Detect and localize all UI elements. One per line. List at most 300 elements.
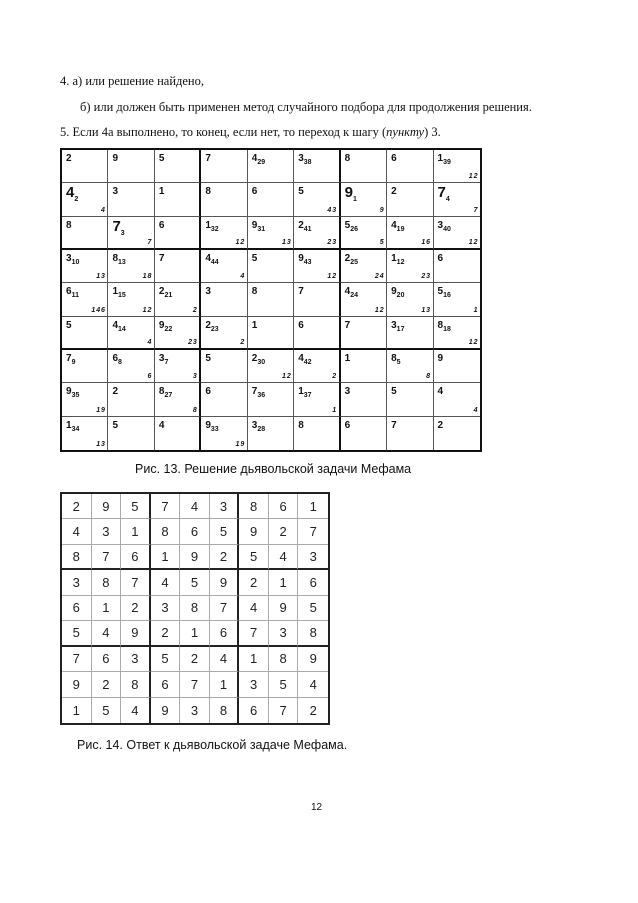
answer-cell: 9 <box>180 545 210 570</box>
cell-step-number: 20 <box>396 292 405 300</box>
answer-cell: 7 <box>180 672 210 697</box>
answer-cell: 2 <box>269 519 299 544</box>
annotated-cell <box>387 217 433 250</box>
answer-cell: 3 <box>62 570 92 595</box>
answer-cell: 8 <box>239 494 269 519</box>
answer-cell: 2 <box>309 702 317 718</box>
answer-cell: 3 <box>151 596 181 621</box>
annotated-cell <box>155 417 201 450</box>
step-5-text <box>60 124 441 140</box>
annotated-cell <box>341 217 387 250</box>
cell-step-number: 36 <box>257 392 266 400</box>
cell-value: 7 <box>298 286 304 298</box>
annotated-cell <box>248 417 294 450</box>
answer-cell: 3 <box>92 519 122 544</box>
cell-crossed-candidates: 8 <box>426 373 430 381</box>
annotated-cell <box>201 183 247 216</box>
step-4b-text: б) или должен быть применен метод случайного подбора для продолжения решения. <box>80 100 532 114</box>
cell-step-number: 38 <box>303 159 312 166</box>
annotated-cell <box>108 283 154 316</box>
annotated-cell <box>294 183 340 216</box>
annotated-cell <box>201 217 247 250</box>
annotated-cell <box>155 317 201 350</box>
cell-step-number: 7 <box>164 358 169 366</box>
answer-cell: 7 <box>62 647 92 672</box>
answer-cell: 9 <box>239 519 269 544</box>
answer-cell: 5 <box>62 621 92 646</box>
answer-cell: 1 <box>298 494 328 519</box>
answer-cell: 8 <box>151 519 181 544</box>
answer-cell: 4 <box>151 570 181 595</box>
annotated-cell <box>62 217 108 250</box>
cell-value: $4_{42}$ <box>298 352 312 366</box>
cell-step-number: 15 <box>118 292 126 300</box>
cell-value: 1 <box>344 352 351 364</box>
cell-value: 7 <box>205 153 211 164</box>
cell-value: 8 <box>344 153 351 164</box>
annotated-cell <box>341 383 387 416</box>
annotated-cell <box>434 383 480 416</box>
cell-step-number: 26 <box>350 225 359 233</box>
annotated-cell <box>387 150 433 183</box>
annotated-cell <box>201 317 247 350</box>
cell-value: 8 <box>251 286 258 298</box>
annotated-cell <box>62 317 108 350</box>
answer-cell: 2 <box>180 647 210 672</box>
cell-step-number: 12 <box>396 258 405 266</box>
answer-cell: 6 <box>239 698 269 723</box>
cell-value: 3 <box>112 186 118 198</box>
cell-value: 7 <box>344 319 351 331</box>
annotated-cell <box>434 183 480 216</box>
annotated-cell <box>155 283 201 316</box>
cell-crossed-candidates: 2 <box>240 338 244 346</box>
answer-cell: 8 <box>210 698 240 723</box>
annotated-cell <box>434 317 480 350</box>
answer-cell: 3 <box>121 647 151 672</box>
cell-crossed-candidates: 1 2 <box>327 273 336 281</box>
annotated-cell <box>341 183 387 216</box>
cell-value: 5 <box>298 186 304 198</box>
cell-value: $5_{16}$ <box>437 286 451 300</box>
answer-cell: 7 <box>121 570 151 595</box>
figure-13-caption: Рис. 13. Решение дьявольской задачи Мефама <box>135 462 412 476</box>
cell-value: $1_{15}$ <box>112 286 126 300</box>
answer-cell: 7 <box>210 596 240 621</box>
cell-value: 1 <box>251 319 258 331</box>
cell-value: $7_9$ <box>66 352 76 366</box>
cell-step-number: 33 <box>210 425 219 433</box>
answer-cell: 1 <box>62 698 92 723</box>
cell-value: $1_{34}$ <box>66 419 80 433</box>
cell-crossed-candidates: 1 2 <box>468 338 477 346</box>
answer-cell: 9 <box>298 647 328 672</box>
cell-value: $7_4$ <box>437 184 450 204</box>
annotated-cell <box>387 350 433 383</box>
annotated-cell <box>248 350 294 383</box>
answer-cell: 5 <box>92 698 122 723</box>
annotated-cell <box>248 383 294 416</box>
cell-value: 9 <box>112 153 118 164</box>
cell-value: $3_{10}$ <box>66 252 80 266</box>
cell-value: $8_{27}$ <box>158 386 173 400</box>
cell-step-number: 10 <box>71 258 80 266</box>
cell-step-number: 8 <box>118 358 122 366</box>
cell-value: $2_{41}$ <box>298 219 312 233</box>
cell-crossed-candidates: 1 3 <box>421 306 430 314</box>
cell-step-number: 18 <box>443 325 451 333</box>
annotated-cell <box>341 350 387 383</box>
cell-step-number: 17 <box>396 325 405 333</box>
answer-cell: 7 <box>239 621 269 646</box>
annotated-cell <box>387 417 433 450</box>
annotated-cell <box>434 350 480 383</box>
answer-cell: 6 <box>180 519 210 544</box>
cell-step-number: 24 <box>350 292 359 300</box>
annotated-cell <box>155 183 201 216</box>
cell-crossed-candidates: 2 <box>192 306 197 314</box>
step-5-text-start: 5. Если 4а выполнено, то конец, если нет, то переход к шагу ( <box>60 125 387 139</box>
cell-step-number: 41 <box>303 225 312 233</box>
answer-cell: 7 <box>298 519 328 544</box>
cell-step-number: 14 <box>118 325 126 333</box>
cell-value: $3_{17}$ <box>391 319 405 333</box>
cell-value: 4 <box>158 419 165 431</box>
annotated-cell <box>248 250 294 283</box>
annotated-cell <box>62 250 108 283</box>
answer-cell: 1 <box>180 621 210 646</box>
annotated-cell <box>62 150 108 183</box>
annotated-cell <box>387 250 433 283</box>
annotated-cell <box>434 417 480 450</box>
answer-cell: 5 <box>151 647 181 672</box>
annotated-cell <box>62 283 108 316</box>
cell-crossed-candidates: 1 2 <box>142 306 151 314</box>
annotated-cell <box>108 183 154 216</box>
cell-step-number: 44 <box>210 258 219 266</box>
cell-value: 7 <box>158 252 165 264</box>
cell-crossed-candidates: 4 <box>240 273 244 281</box>
cell-value: $1_{12}$ <box>391 252 405 266</box>
cell-step-number: 28 <box>257 425 266 433</box>
answer-cell: 4 <box>298 672 328 697</box>
cell-step-number: 19 <box>396 225 405 233</box>
cell-step-number: 2 <box>74 196 79 204</box>
cell-crossed-candidates: 4 <box>101 206 105 214</box>
cell-crossed-candidates: 1 2 <box>468 173 477 181</box>
cell-step-number: 34 <box>71 425 80 433</box>
cell-value: $3_{28}$ <box>251 419 266 433</box>
annotated-cell <box>341 283 387 316</box>
cell-value: $9_1$ <box>344 184 357 204</box>
cell-crossed-candidates: 2 3 <box>421 273 430 281</box>
cell-value: $2_{21}$ <box>158 286 173 300</box>
cell-crossed-candidates: 4 3 <box>327 206 336 214</box>
answer-cell: 9 <box>92 494 122 519</box>
annotated-cell <box>108 250 154 283</box>
cell-step-number: 29 <box>257 159 266 166</box>
cell-value: 4 <box>437 386 444 398</box>
annotated-cell <box>108 317 154 350</box>
cell-value: $7_3$ <box>112 217 125 237</box>
cell-value: 5 <box>391 386 397 398</box>
cell-value: $1_{37}$ <box>298 386 312 400</box>
cell-step-number: 30 <box>257 358 266 366</box>
cell-value: $9_{35}$ <box>66 386 80 400</box>
annotated-cell <box>108 350 154 383</box>
annotated-cell <box>62 350 108 383</box>
cell-value: $9_{20}$ <box>391 286 405 300</box>
cell-step-number: 9 <box>71 358 76 366</box>
annotated-cell <box>108 150 154 183</box>
cell-value: $4_{14}$ <box>112 319 126 333</box>
answer-cell: 5 <box>239 545 269 570</box>
cell-crossed-candidates: 8 <box>192 406 197 414</box>
cell-value: $8_5$ <box>391 352 401 366</box>
cell-crossed-candidates: 1 8 <box>142 273 151 281</box>
cell-value: 8 <box>205 186 211 198</box>
annotated-cell <box>294 150 340 183</box>
annotated-cell <box>201 417 247 450</box>
annotated-cell <box>294 383 340 416</box>
cell-value: 1 <box>158 186 165 198</box>
cell-value: $9_{33}$ <box>205 419 219 433</box>
cell-step-number: 31 <box>257 225 266 233</box>
step-5-italic: пункту <box>386 125 425 139</box>
cell-step-number: 4 <box>445 196 450 204</box>
annotated-cell <box>248 183 294 216</box>
answer-cell: 3 <box>269 621 299 646</box>
answer-cell: 4 <box>62 519 92 544</box>
annotated-cell <box>387 283 433 316</box>
annotated-cell <box>294 317 340 350</box>
answer-cell: 5 <box>121 494 151 519</box>
cell-value: $1_{39}$ <box>437 153 451 166</box>
cell-step-number: 32 <box>210 225 219 233</box>
annotated-cell <box>294 417 340 450</box>
answer-cell: 1 <box>239 647 269 672</box>
answer-cell: 4 <box>121 698 151 723</box>
cell-crossed-candidates: 1 2 <box>281 373 291 381</box>
cell-step-number: 43 <box>303 258 312 266</box>
cell-crossed-candidates: 6 <box>147 373 151 381</box>
annotated-cell <box>62 183 108 216</box>
annotated-cell <box>62 383 108 416</box>
answer-cell: 3 <box>239 672 269 697</box>
annotated-cell <box>387 183 433 216</box>
annotated-cell <box>294 283 340 316</box>
cell-value: $6_{11}$ <box>66 286 79 300</box>
cell-step-number: 21 <box>164 292 173 300</box>
answer-cell: 5 <box>210 519 240 544</box>
cell-value: 7 <box>391 419 397 431</box>
answer-cell: 3 <box>180 698 210 723</box>
cell-value: 8 <box>66 219 72 231</box>
answer-cell: 1 <box>269 570 299 595</box>
annotated-cell <box>341 417 387 450</box>
cell-value: $4_{24}$ <box>344 286 359 300</box>
cell-crossed-candidates: 1 <box>473 306 477 314</box>
annotated-cell <box>341 317 387 350</box>
figure-13-annotated-grid <box>60 148 482 452</box>
cell-step-number: 35 <box>71 392 80 400</box>
answer-cell: 2 <box>239 570 269 595</box>
annotated-cell <box>248 150 294 183</box>
figure-14-answer-grid <box>60 492 330 725</box>
answer-cell: 8 <box>298 621 328 646</box>
answer-cell: 1 <box>121 519 151 544</box>
cell-value: 3 <box>344 386 351 398</box>
cell-step-number: 39 <box>443 159 451 166</box>
cell-value: 5 <box>205 352 211 364</box>
answer-cell: 8 <box>269 647 299 672</box>
annotated-cell <box>434 283 480 316</box>
annotated-cell <box>62 417 108 450</box>
answer-cell: 9 <box>210 570 240 595</box>
answer-cell: 6 <box>151 672 181 697</box>
cell-value: 6 <box>205 386 211 398</box>
annotated-cell <box>201 350 247 383</box>
cell-step-number: 22 <box>164 325 173 333</box>
cell-crossed-candidates: 1 9 <box>235 440 244 448</box>
cell-crossed-candidates: 2 3 <box>188 338 197 346</box>
annotated-cell <box>201 150 247 183</box>
annotated-cell <box>387 383 433 416</box>
cell-value: $8_{18}$ <box>437 319 451 333</box>
cell-crossed-candidates: 1 3 <box>281 238 291 246</box>
cell-crossed-candidates: 2 3 <box>327 238 336 246</box>
annotated-cell <box>294 217 340 250</box>
cell-value: 6 <box>251 186 258 198</box>
answer-cell: 3 <box>298 545 328 570</box>
answer-cell: 5 <box>180 570 210 595</box>
answer-cell: 2 <box>151 621 181 646</box>
cell-value: $3_{38}$ <box>298 153 312 166</box>
cell-crossed-candidates: 5 <box>379 238 384 246</box>
answer-cell: 3 <box>210 494 240 519</box>
cell-crossed-candidates: 7 <box>147 238 151 246</box>
cell-value: $9_{31}$ <box>251 219 266 233</box>
annotated-cell <box>248 283 294 316</box>
cell-value: 5 <box>66 319 72 331</box>
answer-cell: 2 <box>210 545 240 570</box>
answer-cell: 4 <box>210 647 240 672</box>
answer-cell: 6 <box>62 596 92 621</box>
cell-value: $4_{44}$ <box>205 252 219 266</box>
cell-value: 6 <box>437 252 444 264</box>
answer-cell: 7 <box>151 494 181 519</box>
cell-crossed-candidates: 2 4 <box>374 273 384 281</box>
page-number: 12 <box>311 802 323 813</box>
cell-crossed-candidates: 1 6 <box>421 238 430 246</box>
answer-cell: 8 <box>62 545 92 570</box>
annotated-cell <box>201 383 247 416</box>
cell-crossed-candidates: 1 2 <box>468 238 477 246</box>
cell-value: 5 <box>251 252 258 264</box>
answer-cell: 4 <box>92 621 122 646</box>
cell-crossed-candidates: 1 9 <box>96 406 105 414</box>
cell-step-number: 1 <box>353 196 357 204</box>
annotated-cell <box>155 150 201 183</box>
answer-cell: 2 <box>92 672 122 697</box>
answer-cell: 2 <box>62 494 92 519</box>
cell-crossed-candidates: 4 <box>147 338 151 346</box>
answer-cell: 6 <box>92 647 122 672</box>
annotated-cell <box>155 217 201 250</box>
cell-crossed-candidates: 1 3 <box>96 440 105 448</box>
cell-crossed-candidates: 7 <box>473 206 477 214</box>
annotated-cell <box>387 317 433 350</box>
cell-value: $9_{22}$ <box>158 319 173 333</box>
answer-cell: 1 <box>151 545 181 570</box>
answer-cell: 6 <box>298 570 328 595</box>
cell-crossed-candidates: 2 <box>332 373 336 381</box>
answer-cell: 9 <box>151 698 181 723</box>
annotated-cell <box>108 417 154 450</box>
annotated-cell <box>434 150 480 183</box>
cell-step-number: 11 <box>71 292 79 300</box>
answer-cell: 8 <box>92 570 122 595</box>
cell-crossed-candidates: 1 4 6 <box>91 306 105 314</box>
answer-cell: 9 <box>121 621 151 646</box>
cell-value: 6 <box>391 153 397 164</box>
annotated-cell <box>201 283 247 316</box>
cell-value: $9_{43}$ <box>298 252 312 266</box>
cell-value: 2 <box>437 419 444 431</box>
figure-14-caption: Рис. 14. Ответ к дьявольской задаче Мефама. <box>77 738 348 752</box>
answer-cell: 5 <box>298 596 328 621</box>
cell-value: 8 <box>298 419 304 431</box>
cell-value: 5 <box>158 153 165 164</box>
cell-value: $4_{19}$ <box>391 219 405 233</box>
cell-step-number: 25 <box>350 258 359 266</box>
cell-step-number: 27 <box>164 392 173 400</box>
answer-cell: 2 <box>121 596 151 621</box>
cell-value: $6_8$ <box>112 352 122 366</box>
annotated-cell <box>155 383 201 416</box>
cell-value: 2 <box>112 386 118 398</box>
annotated-cell <box>201 250 247 283</box>
cell-crossed-candidates: 9 <box>379 206 384 214</box>
cell-step-number: 23 <box>210 325 219 333</box>
answer-cell: 7 <box>269 698 299 723</box>
cell-crossed-candidates: 1 2 <box>235 238 244 246</box>
cell-value: 9 <box>437 352 444 364</box>
cell-value: $3_7$ <box>158 352 169 366</box>
annotated-cell <box>108 217 154 250</box>
answer-cell: 8 <box>121 672 151 697</box>
cell-value: 6 <box>298 319 304 331</box>
cell-value: 3 <box>205 286 211 298</box>
answer-cell: 1 <box>210 672 240 697</box>
annotated-cell <box>341 150 387 183</box>
annotated-cell <box>108 383 154 416</box>
step-4a-text: 4. а) или решение найдено, <box>60 74 205 88</box>
answer-cell: 4 <box>180 494 210 519</box>
annotated-cell <box>294 250 340 283</box>
cell-step-number: 42 <box>303 358 312 366</box>
cell-step-number: 16 <box>443 292 451 300</box>
answer-cell: 9 <box>62 672 92 697</box>
cell-value: $2_{23}$ <box>205 319 219 333</box>
answer-cell: 7 <box>92 545 122 570</box>
cell-value: 2 <box>391 186 397 198</box>
cell-value: $2_{30}$ <box>251 352 266 366</box>
answer-cell: 6 <box>210 621 240 646</box>
cell-value: $2_{25}$ <box>344 252 359 266</box>
cell-step-number: 13 <box>118 258 126 266</box>
step-5-text-end: ) 3. <box>424 125 441 139</box>
